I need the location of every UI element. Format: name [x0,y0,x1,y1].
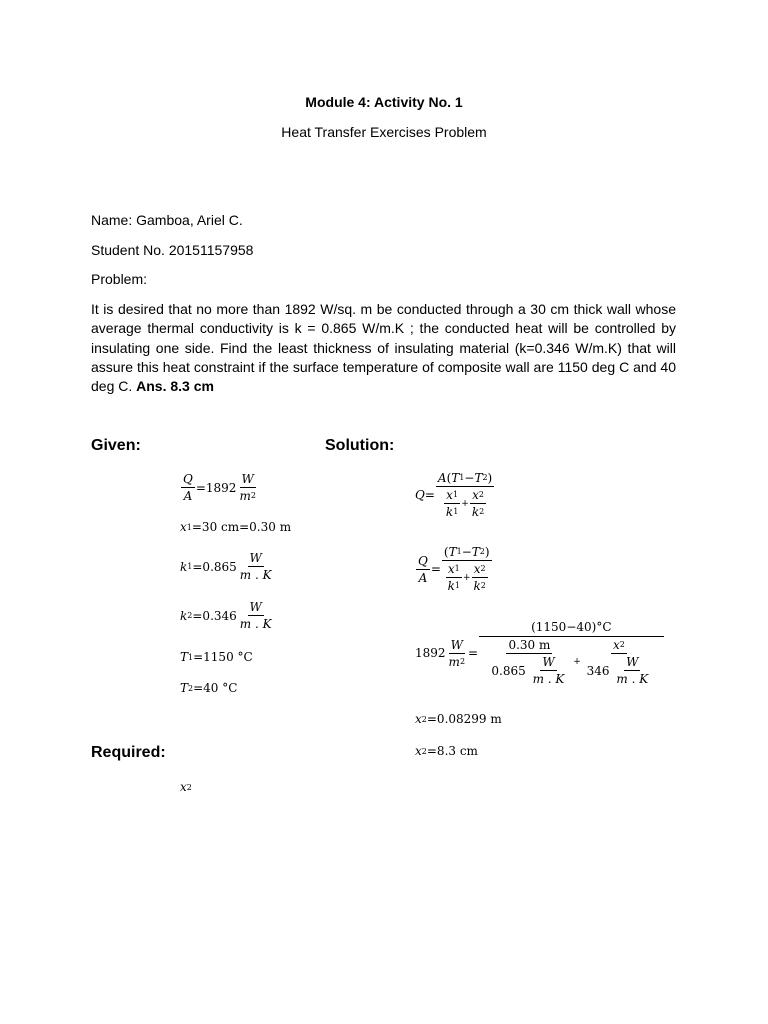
given-k1: k 1 =0.865 $\frac{W}{m . K}$ [180,551,272,582]
problem-text: It is desired that no more than 1892 W/sq. m be conducted through a 30 cm thick wall whose average thermal conductivity is k = 0.865 W/m.K ; the conducted heat will be controlled by insulating one side. Find the least thickness of insulating material (k=0.346 W/m.K) that will assure this heat constraint if the surface temperature of composite wall are 1150 deg C and 40 deg C. [91,301,676,395]
solution-result-m: x 2 =0.08299 m [415,712,502,726]
given-t2: T 2 =40 °C [180,681,238,695]
student-name: Name: Gamboa, Ariel C. [91,212,243,228]
solution-eq1: Q = A ( T 1 − T 2 ) x 1 k 1 + x 2 k 2 [415,471,493,519]
given-heading: Given: [91,437,141,454]
page-title: Module 4: Activity No. 1 [305,94,463,110]
problem-answer: Ans. 8.3 cm [136,378,214,395]
given-heat-flux: $\frac{Q}{A}$ =1892 W m 2 [183,472,256,503]
required-x2: x 2 [180,780,192,794]
solution-eq2: $\frac{Q}{A}$ = ( T 1 − T 2 ) x 1 k 1 + x 2 k 2 [418,545,490,593]
problem-label: Problem: [91,271,148,287]
required-heading: Required: [91,744,166,761]
solution-result-cm: x 2 =8.3 cm [415,744,478,758]
solution-eq3: 1892 W m 2 = (1150−40)°C 0.30 m 0.865 $\frac{W}{m . K}$ + x 2 346 $\frac{W}{m . K}$ [415,620,665,686]
student-number: Student No. 20151157958 [91,242,254,258]
problem-statement [91,300,676,396]
given-k2: k 2 =0.346 $\frac{W}{m . K}$ [180,600,272,631]
page-subtitle: Heat Transfer Exercises Problem [281,124,487,140]
solution-heading: Solution: [325,437,395,454]
given-x1: x 1 =30 cm=0.30 m [180,520,292,534]
given-t1: T 1 =1150 °C [180,650,253,664]
